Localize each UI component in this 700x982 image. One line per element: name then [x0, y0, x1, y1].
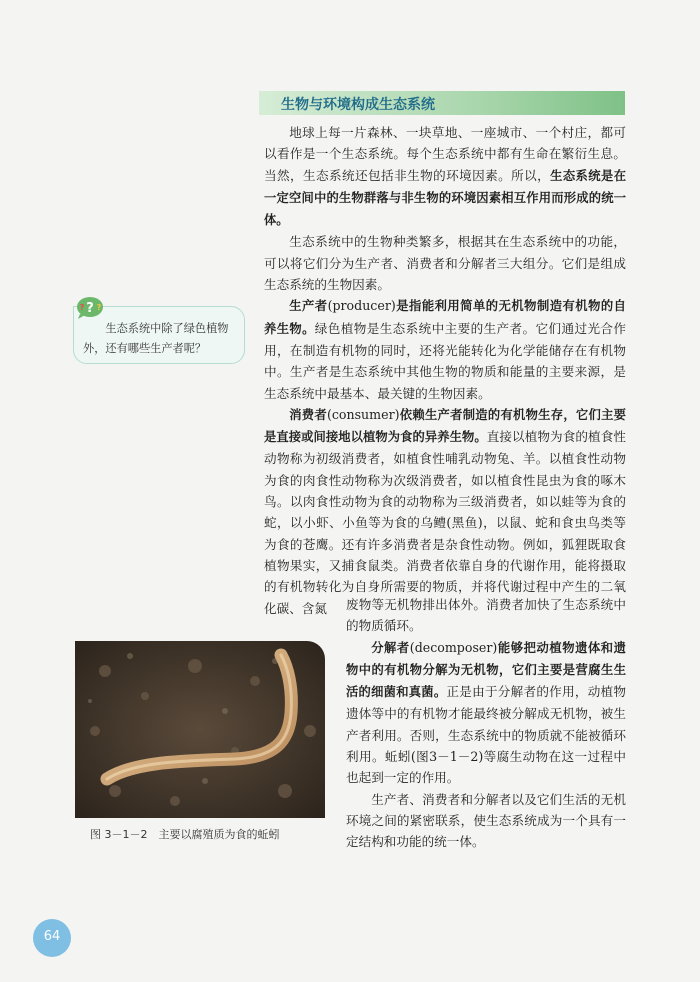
text-run: 直接以植物为食的植食性动物称为初级消费者，如植食性哺乳动物兔、羊。以植食性动物为食的肉食性动物称为次级消费者，如以植食性昆虫为食的啄木鸟。以肉食性动物为食的动物称为三级消费者，如以蛙等为食的蛇，以小虾、小鱼等为食的乌鳢(黑鱼)，以鼠、蛇和食虫鸟类等为食的苍鹰。还有许多消费者是杂食性动物。例如，狐狸既取食植物果实，又捕食鼠类。消费者依靠自身的代谢作用，能将摄取的有机物转化为自身所需要的物质，并将代谢过程中产生的二氧化碳、含氮	[264, 429, 626, 616]
text-run: 生态系统中的生物种类繁多，根据其在生态系统中的功能，可以将它们分为生产者、消费者和分解者三大组分。它们是组成生态系统的生物因素。	[264, 234, 626, 293]
text-run: 绿色植物是生态系统中主要的生产者。它们通过光合作用，在制造有机物的同时，还将光能转化为化学能储存在有机物中。生产者是生态系统中其他生物的物质和能量的主要来源，是生态系统中最基本、最关键的生物因素。	[264, 320, 626, 401]
text-run: 正是由于分解者的作用，动植物遗体等中的有机物才能最终被分解成无机物，被生产者利用。否则，生态系统中的物质就不能被循环利用。蚯蚓(图3－1－2)等腐生动物在这一过程中也起到一定的作用。	[346, 684, 626, 786]
svg-text:?: ?	[86, 301, 94, 316]
paragraph	[264, 231, 626, 295]
section-heading-bar	[259, 91, 625, 115]
paragraph	[264, 122, 626, 231]
bold-text: 生产者	[289, 299, 328, 314]
paragraph	[346, 594, 626, 637]
bold-text: 依赖生产者制造的有机物生存，它们主要是直接或间接地以植物为食的异养生物。	[264, 407, 626, 445]
paragraph	[346, 637, 626, 789]
svg-text:?: ?	[79, 303, 85, 312]
bold-text: 生态系统是在一定空间中的生物群落与非生物的环境因素相互作用而形成的统一体。	[264, 168, 626, 228]
section-title: 生物与环境构成生态系统	[281, 97, 435, 113]
paragraph	[264, 295, 626, 403]
text-run: 废物等无机物排出体外。消费者加快了生态系统中的物质循环。	[346, 597, 626, 634]
text-run: 地球上每一片森林、一块草地、一座城市、一个村庄，都可以看作是一个生态系统。每个生态系统中都有生命在繁衍生息。当然，生态系统还包括非生物的环境因素。所以，	[264, 125, 626, 183]
paragraph	[264, 404, 626, 619]
bold-text: 是指能利用简单的无机物制造有机物的自养生物。	[264, 299, 626, 336]
question-mark-icon	[76, 295, 106, 319]
sidenote-text: 生态系统中除了绿色植物外，还有哪些生产者呢？	[83, 322, 229, 355]
bold-text: 消费者	[289, 407, 327, 422]
text-run: (consumer)	[326, 406, 400, 422]
earthworm-photo	[75, 641, 325, 818]
svg-text:?: ?	[96, 303, 102, 312]
text-run: 生产者、消费者和分解者以及它们生活的无机环境之间的紧密联系，使生态系统成为一个具有一定结构和功能的统一体。	[346, 791, 626, 850]
figure-caption: 图 3－1－2 主要以腐殖质为食的蚯蚓	[90, 828, 280, 841]
text-run: (decomposer)	[409, 639, 498, 655]
bold-text: 能够把动植物遗体和遗物中的有机物分解为无机物，它们主要是营腐生生活的细菌和真菌。	[346, 640, 626, 700]
main-text-column	[264, 122, 626, 619]
page-number-badge	[33, 919, 71, 957]
narrow-text-column	[346, 594, 626, 853]
paragraph	[346, 789, 626, 853]
text-run: (producer)	[327, 298, 396, 314]
page-number: 64	[43, 929, 61, 944]
bold-text: 分解者	[371, 640, 410, 655]
